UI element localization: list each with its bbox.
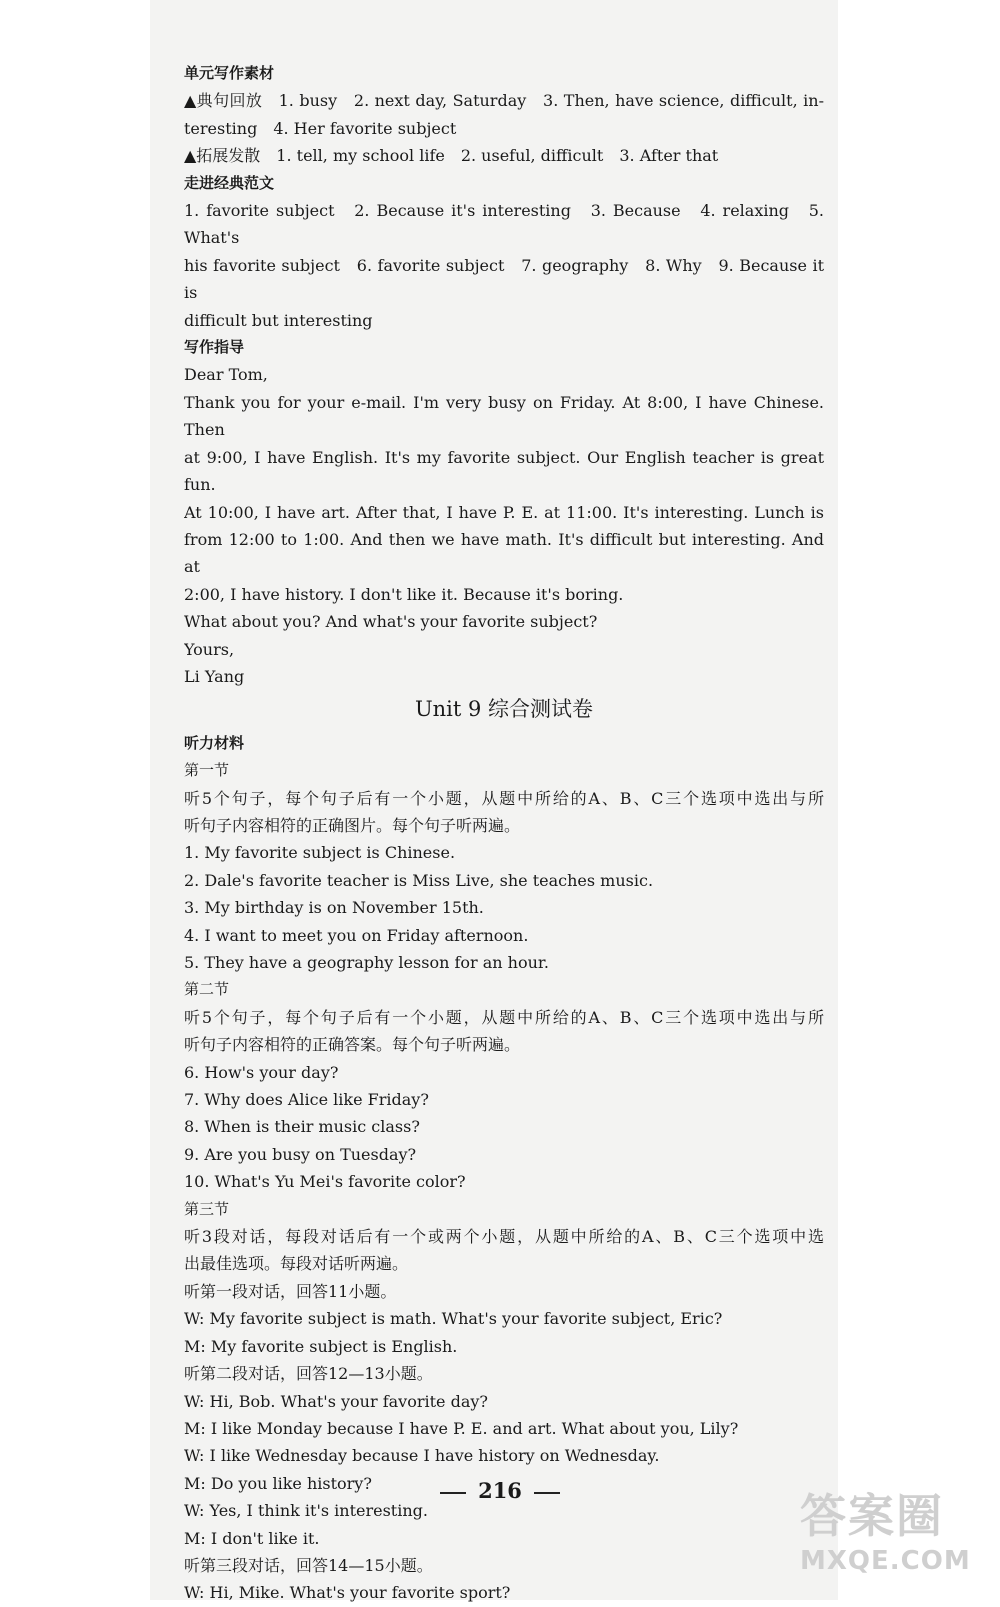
list-item: 7. Why does Alice like Friday?: [184, 1090, 429, 1110]
letter-line: from 12:00 to 1:00. And then we have math. It's difficult but interesting. And at: [184, 529, 824, 577]
letter-closing: Yours,: [184, 639, 235, 659]
instruction-line: 听3段对话，每段对话后有一个或两个小题，从题中所给的A、B、C三个选项中选: [184, 1227, 824, 1247]
list-item: 3. My birthday is on November 15th.: [184, 898, 484, 918]
watermark-bottom: MXQE.COM: [800, 1546, 971, 1576]
list-item: 2. Dale's favorite teacher is Miss Live, she teaches music.: [184, 870, 654, 890]
unit-test-title: Unit 9 综合测试卷: [414, 697, 594, 722]
list-item: 4. I want to meet you on Friday afternoon.: [184, 925, 529, 945]
list-item: 9. Are you busy on Tuesday?: [184, 1144, 417, 1164]
text-line: his favorite subject 6. favorite subject 7. geography 8. Why 9. Because it is: [184, 255, 824, 303]
list-item: 6. How's your day?: [184, 1062, 339, 1082]
instruction-line: 听5个句子，每个句子后有一个小题，从题中所给的A、B、C三个选项中选出与所: [184, 1007, 824, 1027]
dash-right: [534, 1492, 560, 1494]
dialogue-line: W: Hi, Bob. What's your favorite day?: [184, 1391, 488, 1411]
instruction-line: 听句子内容相符的正确图片。每个句子听两遍。: [184, 815, 521, 835]
dialogue-line: W: Hi, Mike. What's your favorite sport?: [184, 1583, 511, 1603]
section-heading-writing-guide: 写作指导: [184, 338, 245, 357]
part-label: 第二节: [184, 980, 230, 999]
part-label: 第三节: [184, 1199, 230, 1218]
dialogue-line: M: Do you like history?: [184, 1473, 372, 1493]
instruction-line: 听5个句子，每个句子后有一个小题，从题中所给的A、B、C三个选项中选出与所: [184, 788, 824, 808]
dialogue-label: 听第三段对话，回答14—15小题。: [184, 1555, 433, 1575]
dialogue-line: M: I don't like it.: [184, 1528, 320, 1548]
text-line: ▲典句回放 1. busy 2. next day, Saturday 3. Then, have science, difficult, in-: [184, 91, 824, 111]
watermark-logo: [800, 1480, 990, 1590]
section-heading-listening: 听力材料: [184, 733, 245, 752]
instruction-line: 听句子内容相符的正确答案。每个句子听两遍。: [184, 1035, 521, 1055]
section-heading-writing-material: 单元写作素材: [184, 64, 275, 82]
dialogue-label: 听第一段对话，回答11小题。: [184, 1281, 397, 1301]
section-heading-model-essay: 走进经典范文: [184, 173, 275, 192]
part-label: 第一节: [184, 761, 230, 780]
list-item: 1. My favorite subject is Chinese.: [184, 843, 456, 863]
dialogue-label: 听第二段对话，回答12—13小题。: [184, 1364, 433, 1384]
letter-salutation: Dear Tom,: [184, 365, 268, 385]
dialogue-line: W: My favorite subject is math. What's your favorite subject, Eric?: [184, 1309, 723, 1329]
dialogue-line: M: I like Monday because I have P. E. and art. What about you, Lily?: [184, 1418, 739, 1438]
letter-line: 2:00, I have history. I don't like it. Because it's boring.: [184, 584, 624, 604]
letter-line: Thank you for your e-mail. I'm very busy on Friday. At 8:00, I have Chinese. Then: [184, 392, 824, 440]
page-content: [184, 60, 824, 1607]
text-line: difficult but interesting: [184, 310, 373, 330]
text-line: ▲拓展发散 1. tell, my school life 2. useful, difficult 3. After that: [184, 146, 719, 166]
text-line: teresting 4. Her favorite subject: [184, 118, 457, 138]
letter-signature: Li Yang: [184, 666, 245, 686]
letter-line: At 10:00, I have art. After that, I have P. E. at 11:00. It's interesting. Lunch is: [184, 502, 824, 522]
letter-line: at 9:00, I have English. It's my favorite subject. Our English teacher is great fun.: [184, 447, 824, 495]
list-item: 8. When is their music class?: [184, 1117, 420, 1137]
list-item: 10. What's Yu Mei's favorite color?: [184, 1172, 466, 1192]
dialogue-line: M: My favorite subject is English.: [184, 1336, 458, 1356]
watermark-top: 答案圈: [800, 1489, 944, 1543]
page-number-text: 216: [478, 1478, 522, 1503]
instruction-line: 出最佳选项。每段对话听两遍。: [184, 1254, 409, 1274]
dialogue-line: W: I like Wednesday because I have history on Wednesday.: [184, 1446, 660, 1466]
dash-left: [440, 1492, 466, 1494]
text-line: 1. favorite subject 2. Because it's interesting 3. Because 4. relaxing 5. What's: [184, 201, 824, 248]
dialogue-line: W: Yes, I think it's interesting.: [184, 1501, 428, 1521]
list-item: 5. They have a geography lesson for an hour.: [184, 953, 549, 972]
letter-line: What about you? And what's your favorite subject?: [184, 612, 598, 632]
